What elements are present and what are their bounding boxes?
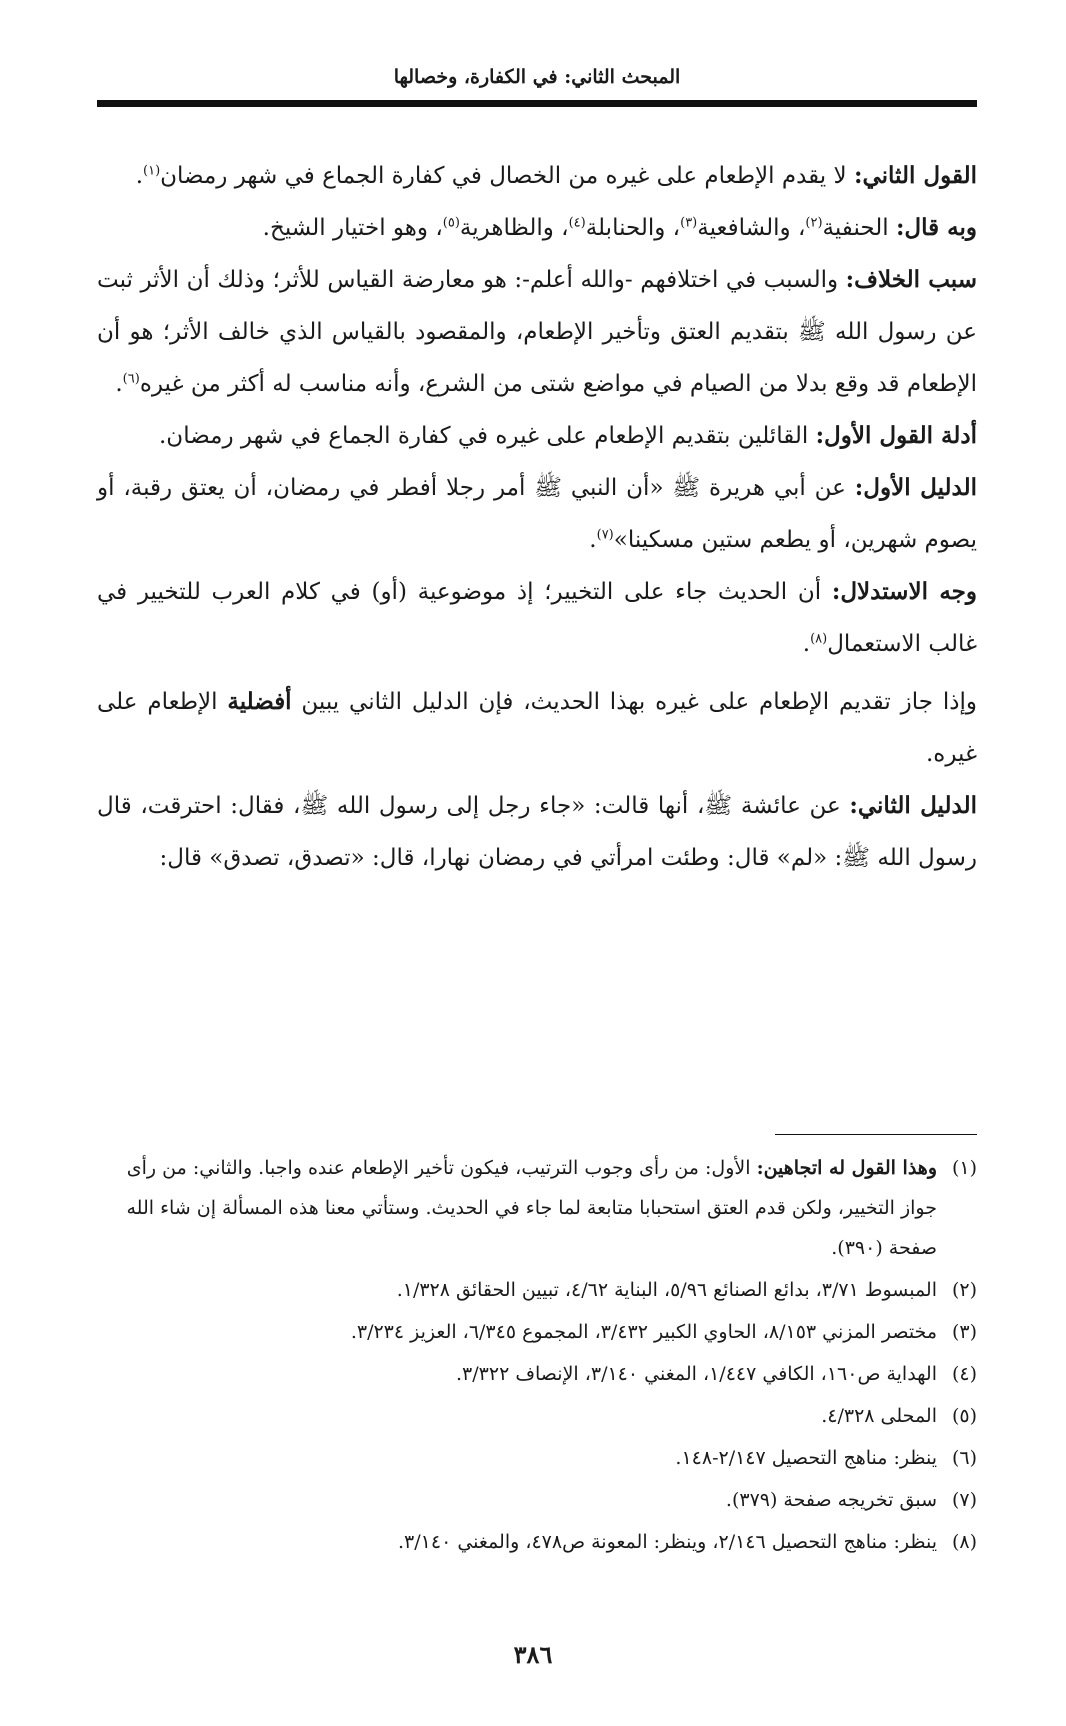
footnote-ref: (٧) (596, 527, 614, 543)
footnotes (97, 1148, 977, 1564)
footnote-item (97, 1312, 977, 1352)
paragraph-text: ، والظاهرية (459, 215, 569, 241)
footnote-text: المبسوط ٣/٧١، بدائع الصنائع ٥/٩٦، البناية ٤/٦٢، تبيين الحقائق ١/٣٢٨. (396, 1279, 937, 1301)
footnote-text: الهداية ص١٦٠، الكافي ١/٤٤٧، المغني ٣/١٤٠، الإنصاف ٣/٣٢٢. (456, 1363, 937, 1385)
footnote-ref: (٨) (810, 631, 828, 647)
footnote-text: ينظر: مناهج التحصيل ٢/١٤٧-١٤٨. (675, 1447, 937, 1469)
paragraph-text: الحنفية (822, 215, 896, 241)
footnote-number: (٢) (951, 1279, 977, 1301)
paragraph-text: القائلين بتقديم الإطعام على غيره في كفارة الجماع في شهر رمضان. (159, 423, 816, 449)
paragraph-text: لا يقدم الإطعام على غيره من الخصال في كفارة الجماع في شهر رمضان (160, 163, 854, 189)
footnote-ref: (٦) (122, 371, 140, 387)
page-number: ٣٨٦ (513, 1640, 553, 1669)
paragraph-first-opinion-evidence (97, 410, 977, 462)
footnote-ref: (١) (143, 163, 161, 179)
footnote-item (97, 1148, 977, 1268)
footnote-number: (٥) (951, 1405, 977, 1427)
paragraph-text: وإذا جاز تقديم الإطعام على غيره بهذا الحديث، فإن الدليل الثاني يبين (291, 689, 977, 715)
footnote-separator (775, 1134, 977, 1135)
paragraph-text: والسبب في اختلافهم -والله أعلم-: هو معارضة القياس للأثر؛ وذلك أن الأثر ثبت عن رسول الله ﷺ بتقديم العتق وتأخير الإطعام، والمقصود بالقياس الذي خالف الأثر؛ هو أن الإطعام قد وقع بدلا من الصيام في مواضع شتى من الشرع، وأنه مناسب له أكثر من غيره (97, 267, 977, 397)
paragraph-text: أن الحديث جاء على التخيير؛ إذ موضوعية (أو) في كلام العرب للتخيير في غالب الاستعمال (97, 579, 977, 657)
paragraph-heading: القول الثاني: (853, 162, 977, 189)
header-rule (97, 100, 977, 107)
footnote-text: مختصر المزني ٨/١٥٣، الحاوي الكبير ٣/٤٣٢، المجموع ٦/٣٤٥، العزيز ٣/٢٣٤. (350, 1321, 937, 1343)
paragraph-preference (97, 676, 977, 780)
paragraph-text: الإطعام على غيره. (97, 689, 977, 767)
footnote-heading: وهذا القول له اتجاهين: (756, 1157, 937, 1179)
footnote-item (97, 1522, 977, 1562)
footnote-number: (٧) (951, 1489, 977, 1511)
paragraph-text: عن أبي هريرة ﷺ «أن النبي ﷺ أمر رجلا أفطر في رمضان، أن يعتق رقبة، أو يصوم شهرين، أو يطعم ستين مسكينا» (97, 475, 977, 553)
paragraph-heading: وبه قال: (895, 214, 977, 241)
paragraph-text: ، وهو اختيار الشيخ. (262, 215, 443, 241)
footnote-item (97, 1396, 977, 1436)
footnote-text: سبق تخريجه صفحة (٣٧٩). (725, 1489, 937, 1511)
paragraph-heading: وجه الاستدلال: (831, 578, 977, 605)
paragraph-second-evidence (97, 780, 977, 884)
paragraph-heading: الدليل الأول: (854, 474, 977, 501)
paragraph-end: . (802, 631, 811, 657)
paragraph-inference (97, 566, 977, 670)
footnote-item (97, 1270, 977, 1310)
footnote-ref: (٥) (442, 215, 460, 231)
paragraph-text: ، والحنابلة (585, 215, 681, 241)
footnote-ref: (٢) (805, 215, 823, 231)
footnote-text: ينظر: مناهج التحصيل ٢/١٤٦، وينظر: المعونة ص٤٧٨، والمغني ٣/١٤٠. (398, 1531, 937, 1553)
paragraph-text: عن عائشة ﷺ، أنها قالت: «جاء رجل إلى رسول الله ﷺ، فقال: احترقت، قال رسول الله ﷺ: «لم» قال: وطئت امرأتي في رمضان نهارا، قال: «تصدق، تصدق» قال: (97, 793, 977, 871)
footnote-ref: (٣) (680, 215, 698, 231)
paragraph-end: . (135, 163, 143, 189)
paragraph-end: . (115, 371, 123, 397)
paragraph-heading: الدليل الثاني: (849, 792, 977, 819)
paragraph-heading: سبب الخلاف: (845, 266, 977, 293)
paragraph-proponents (97, 202, 977, 254)
footnote-number: (٣) (951, 1321, 977, 1343)
footnote-item (97, 1480, 977, 1520)
footnote-text: المحلى ٤/٣٢٨. (821, 1405, 937, 1427)
footnote-item (97, 1354, 977, 1394)
running-header: المبحث الثاني: في الكفارة، وخصالها (393, 66, 681, 88)
paragraph-end: . (589, 527, 597, 553)
paragraph-second-opinion (97, 150, 977, 202)
paragraph-text: ، والشافعية (697, 215, 806, 241)
paragraph-cause-of-disagreement (97, 254, 977, 410)
footnote-number: (٤) (951, 1363, 977, 1385)
footnote-number: (١) (951, 1157, 977, 1179)
main-text (97, 150, 977, 884)
paragraph-heading: أدلة القول الأول: (815, 422, 977, 449)
paragraph-first-evidence (97, 462, 977, 566)
footnote-number: (٨) (951, 1531, 977, 1553)
footnote-ref: (٤) (568, 215, 586, 231)
footnote-item (97, 1438, 977, 1478)
paragraph-emphasis: أفضلية (227, 688, 292, 715)
footnote-text: الأول: من رأى وجوب الترتيب، فيكون تأخير الإطعام عنده واجبا. والثاني: من رأى جواز التخيير، ولكن قدم العتق استحبابا متابعة لما جاء في الحديث. وستأتي معنا هذه المسألة إن شاء الله صفحة (٣٩٠). (126, 1157, 937, 1259)
footnote-number: (٦) (951, 1447, 977, 1469)
